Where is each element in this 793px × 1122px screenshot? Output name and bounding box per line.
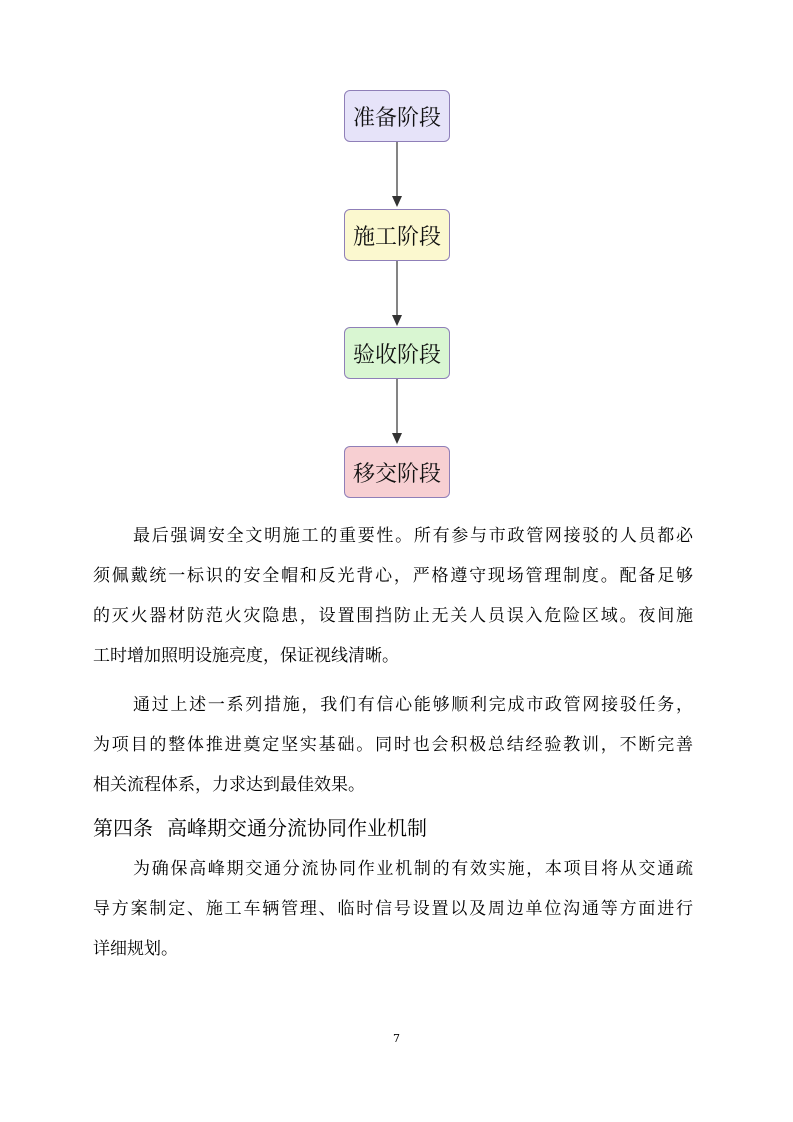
paragraph-line: 为确保高峰期交通分流协同作业机制的有效实施，本项目将从交通疏	[133, 859, 693, 879]
paragraph-line: 最后强调安全文明施工的重要性。所有参与市政管网接驳的人员都必	[133, 526, 693, 546]
paragraph-line: 须佩戴统一标识的安全帽和反光背心，严格遵守现场管理制度。配备足够	[93, 566, 693, 586]
paragraph-line: 工时增加照明设施亮度，保证视线清晰。	[93, 646, 399, 666]
flow-step-label: 施工阶段	[352, 224, 441, 250]
paragraph-line: 详细规划。	[93, 939, 178, 959]
section-title: 高峰期交通分流协同作业机制	[167, 816, 427, 840]
paragraph-conclusion	[93, 685, 693, 805]
paragraph-line: 的灭火器材防范火灾隐患，设置围挡防止无关人员误入危险区域。夜间施	[93, 606, 693, 626]
section-number: 第四条	[93, 816, 153, 840]
paragraph-line: 相关流程体系，力求达到最佳效果。	[93, 775, 365, 795]
paragraph-line: 导方案制定、施工车辆管理、临时信号设置以及周边单位沟通等方面进行	[93, 899, 693, 919]
paragraph-line: 为项目的整体推进奠定坚实基础。同时也会积极总结经验教训，不断完善	[93, 735, 693, 755]
section-heading	[93, 808, 427, 848]
flow-step-label: 准备阶段	[352, 105, 441, 131]
paragraph-safety	[93, 516, 693, 676]
paragraph-line: 通过上述一系列措施，我们有信心能够顺利完成市政管网接驳任务，	[133, 695, 693, 715]
flowchart-arrows	[0, 0, 793, 520]
flow-arrow	[392, 261, 402, 326]
page-number: 7	[393, 1032, 400, 1045]
flow-step-label: 移交阶段	[352, 461, 441, 487]
flow-step-label: 验收阶段	[352, 342, 441, 368]
flow-arrow	[392, 379, 402, 444]
paragraph-section-intro	[93, 849, 693, 969]
flow-arrow	[392, 142, 402, 207]
